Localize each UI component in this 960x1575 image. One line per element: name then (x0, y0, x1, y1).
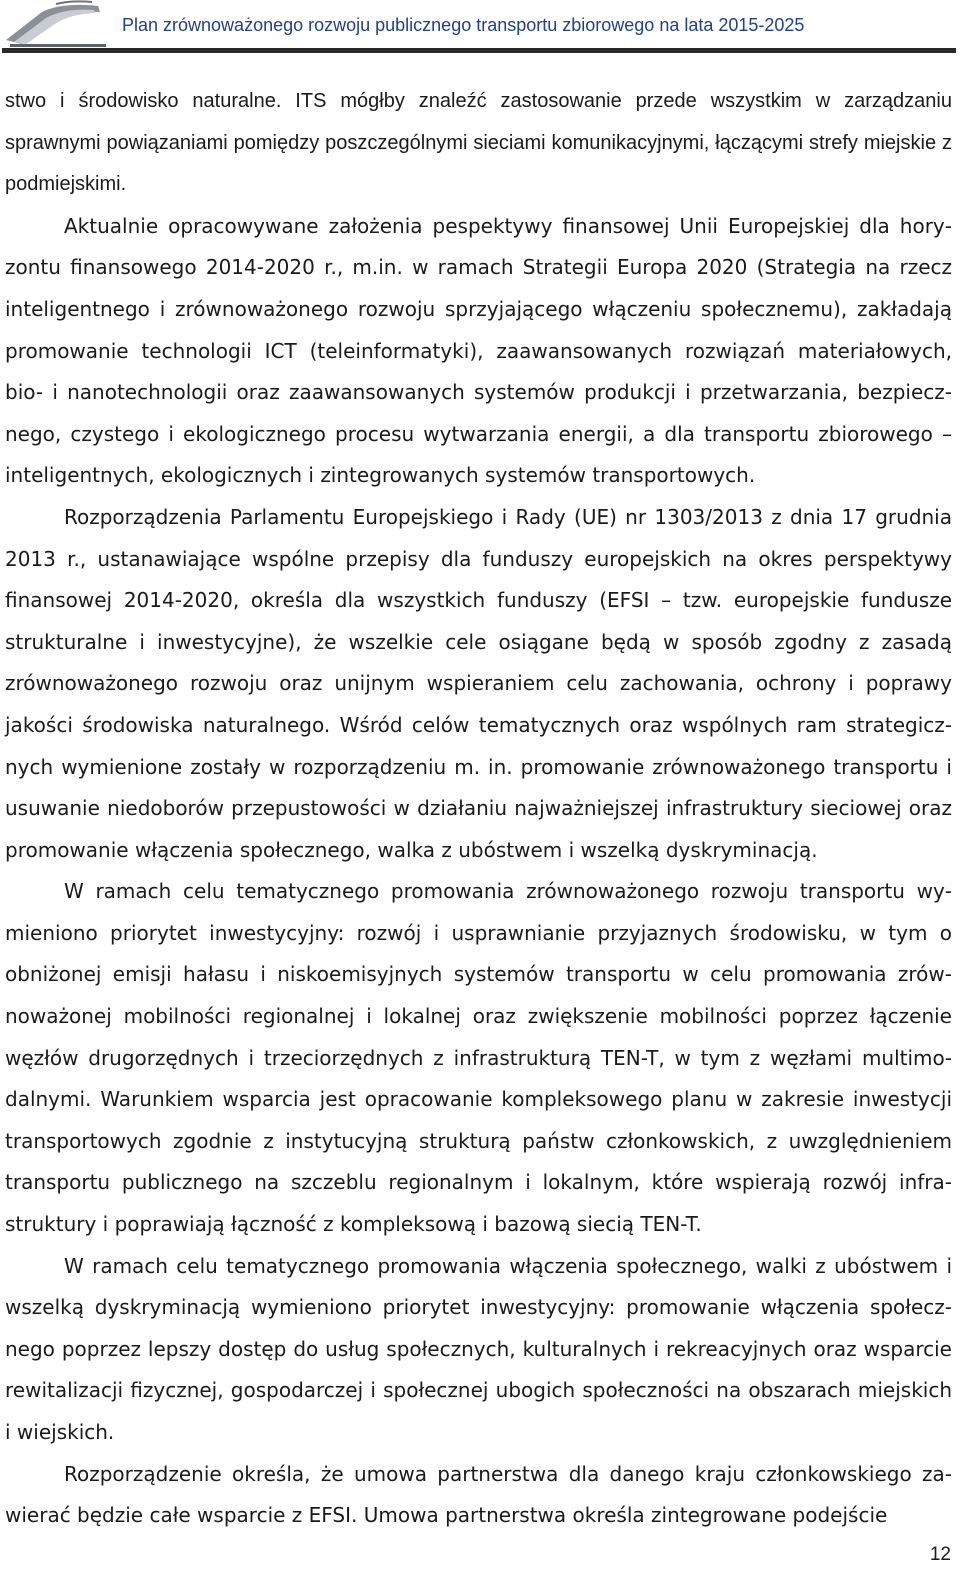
document-body (5, 81, 952, 1537)
paragraph: Aktualnie opracowywane założenia pespektywy finansowej Unii Europejskiej dla horyzontu finansowego 2014-2020 r., m.in. w ramach Strategii Europa 2020 (Strategia na rzecz inteligentnego i zrównoważonego rozwoju sprzyjającego włączeniu społecznemu), zakładają promowanie technologii ICT (teleinformatyki), zaawansowanych rozwiązań materiałowych, bio- i nanotechnologii oraz zaawansowanych systemów produkcji i przetwarzania, bezpiecznego, czystego i ekologicznego procesu wytwarzania energii, a dla transportu zbiorowego – inteligentnych, ekologicznych i zintegrowanych systemów transportowych. (5, 213, 952, 488)
paragraph: Rozporządzenie określa, że umowa partnerstwa dla danego kraju członkowskiego zawierać będzie całe wsparcie z EFSI. Umowa partnerstwa określa zintegrowane podejście (5, 1461, 952, 1528)
paragraph: W ramach celu tematycznego promowania zrównoważonego rozwoju transportu wymieniono priorytet inwestycyjny: rozwój i usprawnianie przyjaznych środowisku, w tym o obniżonej emisji hałasu i niskoemisyjnych systemów transportu w celu promowania zrównoważonej mobilności regionalnej i lokalnej oraz zwiększenie mobilności poprzez łączenie węzłów drugorzędnych i trzeciorzędnych z infrastrukturą TEN-T, w tym z węzłami multimodalnymi. Warunkiem wsparcia jest opracowanie kompleksowego planu w zakresie inwestycji transportowych zgodnie z instytucyjną strukturą państw członkowskich, z uwzględnieniem transportu publicznego na szczeblu regionalnym i lokalnym, które wspierają rozwój infrastruktury i poprawiają łączność z kompleksową i bazową siecią TEN-T. (5, 879, 952, 1237)
paragraph: W ramach celu tematycznego promowania włączenia społecznego, walki z ubóstwem i wszelką dyskryminacją wymieniono priorytet inwestycyjny: promowanie włączenia społecznego poprzez lepszy dostęp do usług społecznych, kulturalnych i rekreacyjnych oraz wsparcie rewitalizacji fizycznej, gospodarczej i społecznej ubogich społeczności na obszarach miejskich i wiejskich. (5, 1253, 952, 1444)
page-header (0, 0, 960, 56)
paragraph: stwo i środowisko naturalne. ITS mógłby znaleźć zastosowanie przede wszystkim w zarządzaniu sprawnymi powiązaniami pomiędzy poszczególnymi sieciami komunikacyjnymi, łączącymi strefy miejskie z podmiejskimi. (5, 90, 952, 196)
document-title: Plan zrównoważonego rozwoju publicznego transportu zbiorowego na lata 2015-2025 (122, 15, 805, 35)
paragraph: Rozporządzenia Parlamentu Europejskiego i Rady (UE) nr 1303/2013 z dnia 17 grudnia 2013 r., ustanawiające wspólne przepisy dla funduszy europejskich na okres perspektywy finansowej 2014-2020, określa dla wszystkich funduszy (EFSI – tzw. europejskie fundusze strukturalne i inwestycyjne), że wszelkie cele osiągane będą w sposób zgodny z zasadą zrównoważonego rozwoju oraz unijnym wspieraniem celu zachowania, ochrony i poprawy jakości środowiska naturalnego. Wśród celów tematycznych oraz wspólnych ram strategicznych wymienione zostały w rozporządzeniu m. in. promowanie zrównoważonego transportu i usuwanie niedoborów przepustowości w działaniu najważniejszej infrastruktury sieciowej oraz promowanie włączenia społecznego, walka z ubóstwem i wszelką dyskryminacją. (5, 504, 952, 862)
road-logo-icon (2, 0, 110, 50)
page-number: 12 (929, 1544, 951, 1565)
header-divider (2, 48, 956, 53)
